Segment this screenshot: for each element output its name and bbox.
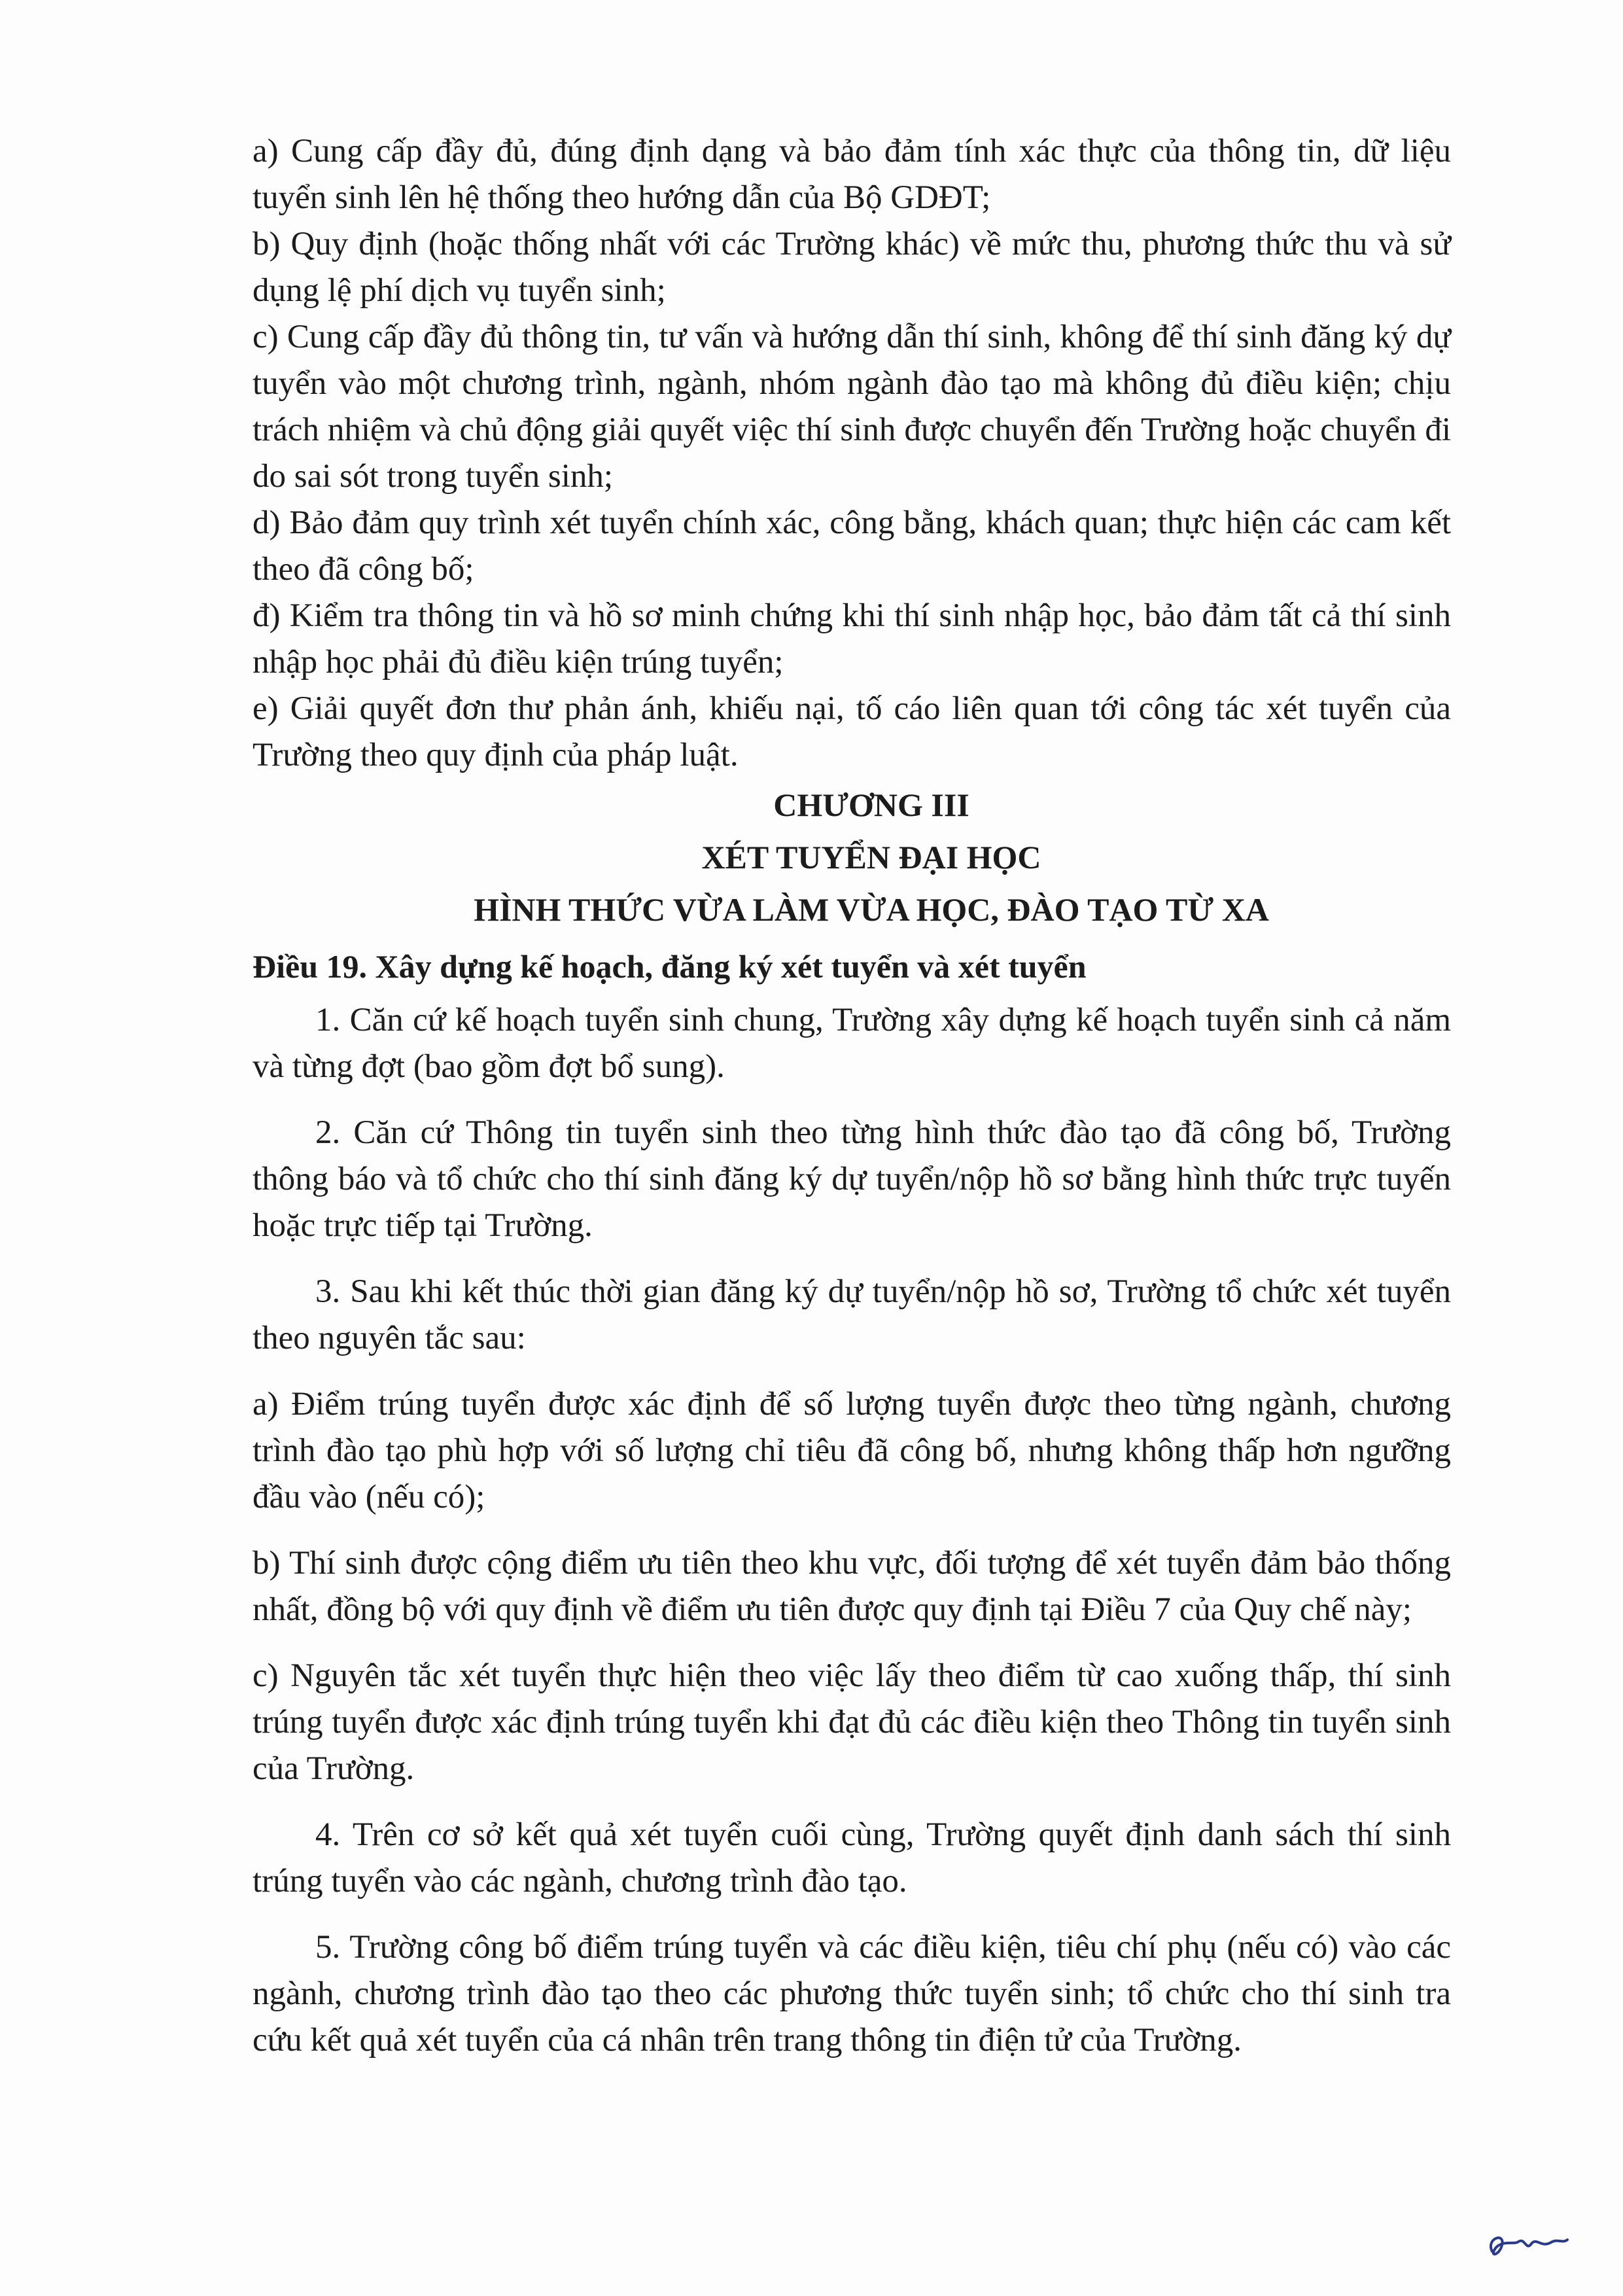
chapter-title-line2: HÌNH THỨC VỪA LÀM VỪA HỌC, ĐÀO TẠO TỪ XA bbox=[474, 891, 1269, 928]
list-item: a) Cung cấp đầy đủ, đúng định dạng và bảo đảm tính xác thực của thông tin, dữ liệu tuyển sinh lên hệ thống theo hướng dẫn của Bộ GDĐT; bbox=[253, 133, 1451, 216]
list-item: e) Giải quyết đơn thư phản ánh, khiếu nại, tố cáo liên quan tới công tác xét tuyển của Trường theo quy định của pháp luật. bbox=[253, 690, 1451, 773]
initials-signature-icon bbox=[1479, 2225, 1571, 2265]
article-paragraph-4: 4. Trên cơ sở kết quả xét tuyển cuối cùng, Trường quyết định danh sách thí sinh trúng tuyển vào các ngành, chương trình đào tạo. bbox=[253, 1816, 1451, 1899]
article-paragraph-3: 3. Sau khi kết thúc thời gian đăng ký dự tuyển/nộp hồ sơ, Trường tổ chức xét tuyển theo nguyên tắc sau: bbox=[253, 1273, 1451, 1356]
article-paragraph-5: 5. Trường công bố điểm trúng tuyển và các điều kiện, tiêu chí phụ (nếu có) vào các ngành, chương trình đào tạo theo các phương thức tuyển sinh; tổ chức cho thí sinh tra cứu kết quả xét tuyển của cá nhân trên trang thông tin điện tử của Trường. bbox=[253, 1929, 1451, 2058]
article-paragraph-2: 2. Căn cứ Thông tin tuyển sinh theo từng hình thức đào tạo đã công bố, Trường thông báo và tổ chức cho thí sinh đăng ký dự tuyển/nộp hồ sơ bằng hình thức trực tuyến hoặc trực tiếp tại Trường. bbox=[253, 1114, 1451, 1244]
top-list bbox=[253, 128, 1451, 779]
chapter-title-line1: XÉT TUYỂN ĐẠI HỌC bbox=[701, 839, 1041, 875]
list-item: d) Bảo đảm quy trình xét tuyển chính xác, công bằng, khách quan; thực hiện các cam kết theo đã công bố; bbox=[253, 504, 1451, 588]
article-paragraph-1: 1. Căn cứ kế hoạch tuyển sinh chung, Trường xây dựng kế hoạch tuyển sinh cả năm và từng đợt (bao gồm đợt bổ sung). bbox=[253, 1002, 1451, 1085]
article-paragraph-3a: a) Điểm trúng tuyển được xác định để số lượng tuyển được theo từng ngành, chương trình đào tạo phù hợp với số lượng chỉ tiêu đã công bố, nhưng không thấp hơn ngưỡng đầu vào (nếu có); bbox=[253, 1386, 1451, 1515]
document-page bbox=[253, 128, 1451, 2083]
article-heading: Điều 19. Xây dựng kế hoạch, đăng ký xét tuyển và xét tuyển bbox=[253, 948, 1087, 985]
article-paragraph-3b: b) Thí sinh được cộng điểm ưu tiên theo khu vực, đối tượng để xét tuyển đảm bảo thống nhất, đồng bộ với quy định về điểm ưu tiên được quy định tại Điều 7 của Quy chế này; bbox=[253, 1545, 1451, 1628]
list-item: b) Quy định (hoặc thống nhất với các Trường khác) về mức thu, phương thức thu và sử dụng lệ phí dịch vụ tuyển sinh; bbox=[253, 226, 1451, 309]
chapter-number: CHƯƠNG III bbox=[773, 786, 969, 823]
list-item: c) Cung cấp đầy đủ thông tin, tư vấn và hướng dẫn thí sinh, không để thí sinh đăng ký dự tuyển vào một chương trình, ngành, nhóm ngành đào tạo mà không đủ điều kiện; chịu trách nhiệm và chủ động giải quyết việc thí sinh được chuyển đến Trường hoặc chuyển đi do sai sót trong tuyển sinh; bbox=[253, 319, 1451, 495]
article-paragraph-3c: c) Nguyên tắc xét tuyển thực hiện theo việc lấy theo điểm từ cao xuống thấp, thí sinh trúng tuyển được xác định trúng tuyển khi đạt đủ các điều kiện theo Thông tin tuyển sinh của Trường. bbox=[253, 1657, 1451, 1787]
list-item: đ) Kiểm tra thông tin và hồ sơ minh chứng khi thí sinh nhập học, bảo đảm tất cả thí sinh nhập học phải đủ điều kiện trúng tuyển; bbox=[253, 597, 1451, 680]
